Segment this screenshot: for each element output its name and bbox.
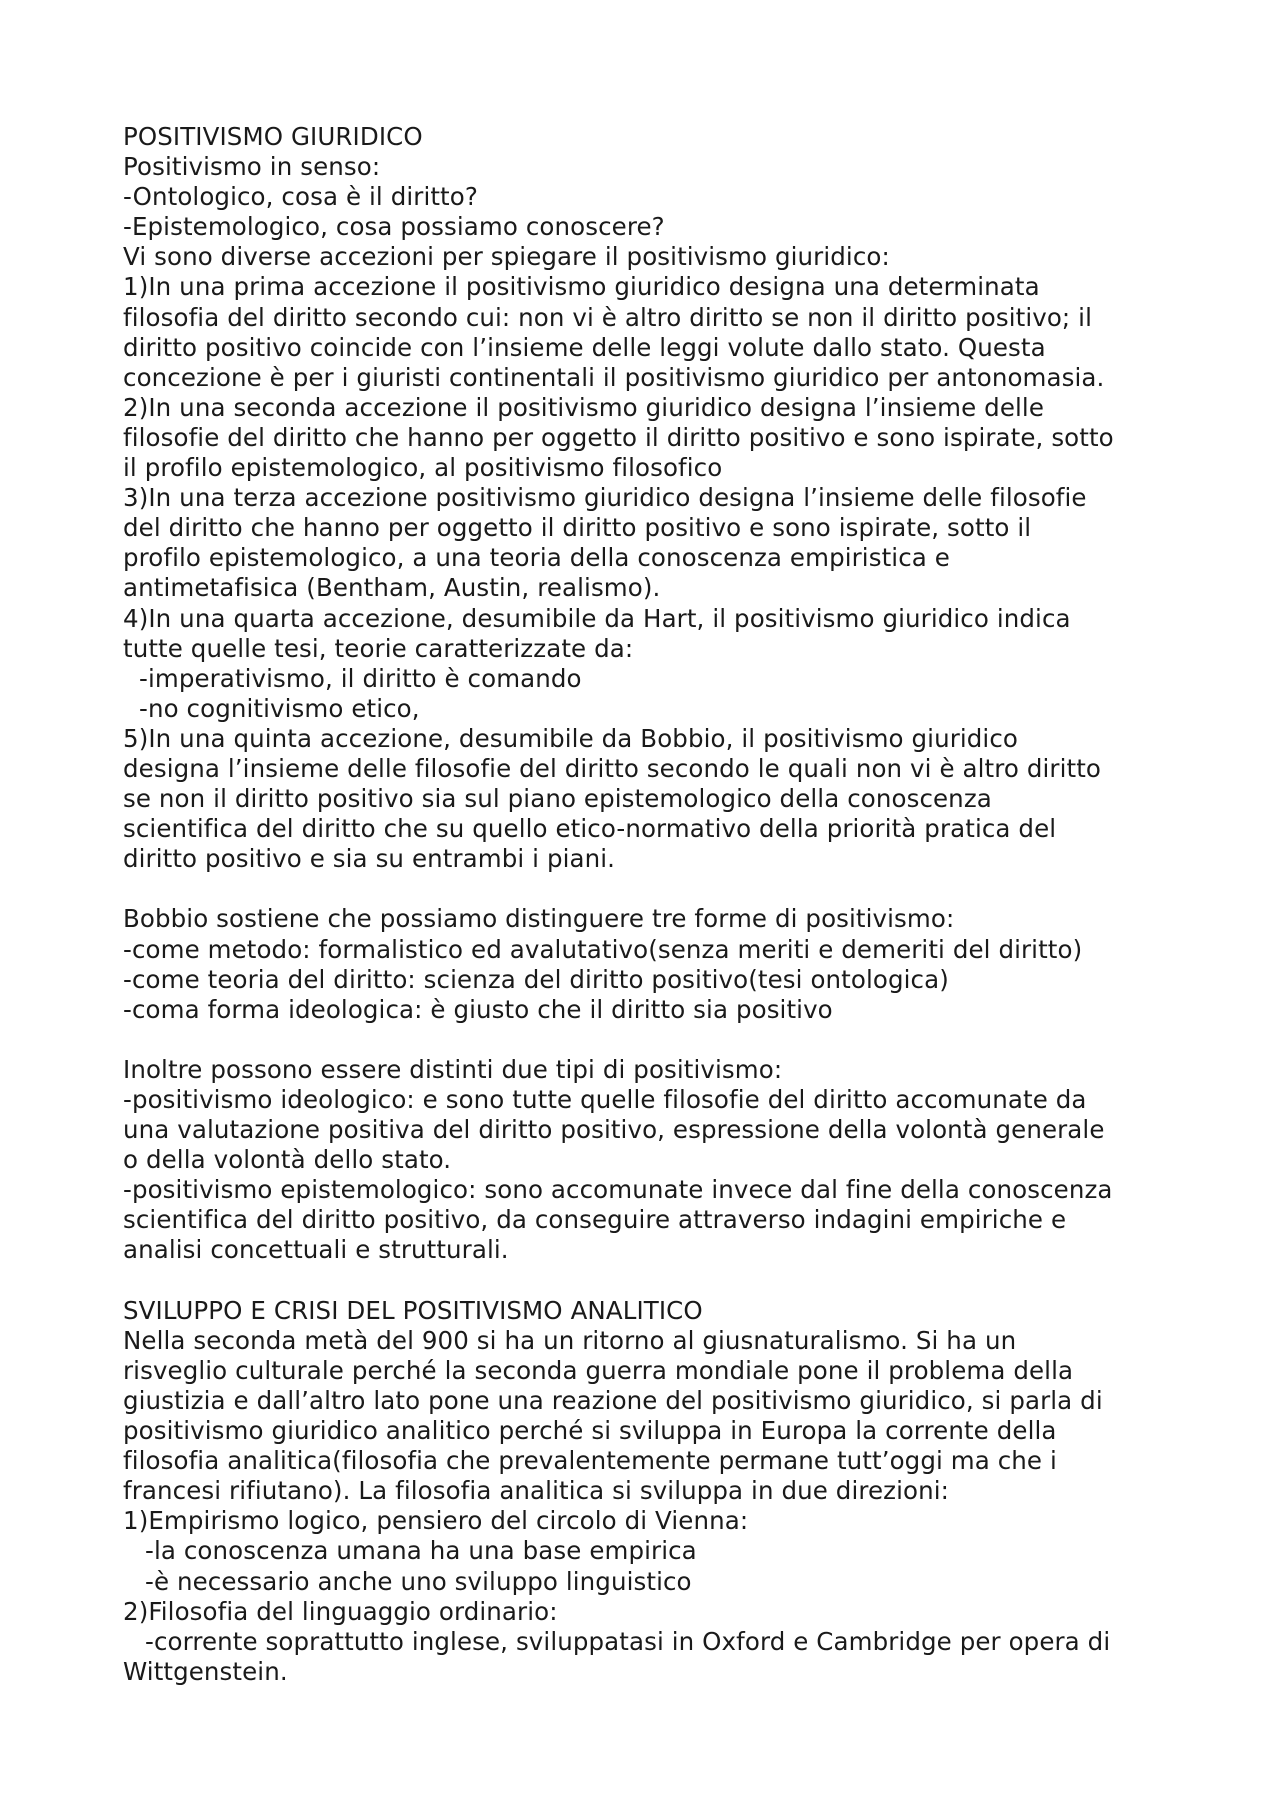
indented-text-line: -la conoscenza umana ha una base empirica bbox=[145, 1536, 697, 1566]
text-line: una valutazione positiva del diritto positivo, espressione della volontà generale bbox=[123, 1115, 1105, 1145]
indented-text-line: -no cognitivismo etico, bbox=[139, 693, 420, 723]
text-line: filosofia del diritto secondo cui: non vi è altro diritto se non il diritto positivo; il bbox=[123, 302, 1092, 332]
text-line: Wittgenstein. bbox=[123, 1656, 288, 1686]
indented-text-line: -è necessario anche uno sviluppo linguistico bbox=[145, 1566, 692, 1596]
text-line: 3)In una terza accezione positivismo giuridico designa l’insieme delle filosofie bbox=[123, 483, 1087, 513]
text-line: Nella seconda metà del 900 si ha un ritorno al giusnaturalismo. Si ha un bbox=[123, 1325, 1017, 1355]
text-line: scientifica del diritto che su quello etico-normativo della priorità pratica del bbox=[123, 814, 1057, 844]
section-title-sviluppo-e-crisi: SVILUPPO E CRISI DEL POSITIVISMO ANALITICO bbox=[123, 1295, 703, 1325]
text-line: antimetafisica (Bentham, Austin, realismo). bbox=[123, 573, 661, 603]
paragraph-spacer bbox=[123, 1025, 1183, 1055]
indented-text-line: -imperativismo, il diritto è comando bbox=[139, 663, 582, 693]
text-line: -come metodo: formalistico ed avalutativo(senza meriti e demeriti del diritto) bbox=[123, 934, 1083, 964]
text-line: 2)Filosofia del linguaggio ordinario: bbox=[123, 1596, 558, 1626]
text-line: 4)In una quarta accezione, desumibile da Hart, il positivismo giuridico indica bbox=[123, 603, 1071, 633]
text-line: Bobbio sostiene che possiamo distinguere tre forme di positivismo: bbox=[123, 904, 955, 934]
text-line: del diritto che hanno per oggetto il diritto positivo e sono ispirate, sotto il bbox=[123, 513, 1032, 543]
text-line: o della volontà dello stato. bbox=[123, 1145, 452, 1175]
text-line: diritto positivo coincide con l’insieme delle leggi volute dallo stato. Questa bbox=[123, 332, 1046, 362]
document-body bbox=[123, 122, 1183, 1687]
text-line: concezione è per i giuristi continentali il positivismo giuridico per antonomasia. bbox=[123, 362, 1105, 392]
text-line: profilo epistemologico, a una teoria della conoscenza empiristica e bbox=[123, 543, 950, 573]
text-line: -coma forma ideologica: è giusto che il diritto sia positivo bbox=[123, 994, 833, 1024]
text-line: -come teoria del diritto: scienza del diritto positivo(tesi ontologica) bbox=[123, 964, 949, 994]
text-line: -Ontologico, cosa è il diritto? bbox=[123, 182, 478, 212]
text-line: Positivismo in senso: bbox=[123, 152, 381, 182]
text-line: risveglio culturale perché la seconda guerra mondiale pone il problema della bbox=[123, 1355, 1074, 1385]
paragraph-spacer bbox=[123, 1266, 1183, 1296]
text-line: il profilo epistemologico, al positivismo filosofico bbox=[123, 453, 723, 483]
text-line: filosofie del diritto che hanno per oggetto il diritto positivo e sono ispirate, sotto bbox=[123, 422, 1114, 452]
text-line: francesi rifiutano). La filosofia analitica si sviluppa in due direzioni: bbox=[123, 1476, 950, 1506]
text-line: Inoltre possono essere distinti due tipi di positivismo: bbox=[123, 1054, 783, 1084]
text-line: 1)In una prima accezione il positivismo giuridico designa una determinata bbox=[123, 272, 1040, 302]
text-line: -Epistemologico, cosa possiamo conoscere? bbox=[123, 212, 665, 242]
text-line: diritto positivo e sia su entrambi i piani. bbox=[123, 844, 616, 874]
text-line: positivismo giuridico analitico perché si sviluppa in Europa la corrente della bbox=[123, 1416, 1057, 1446]
paragraph-spacer bbox=[123, 874, 1183, 904]
text-line: filosofia analitica(filosofia che prevalentemente permane tutt’oggi ma che i bbox=[123, 1446, 1057, 1476]
text-line: -positivismo epistemologico: sono accomunate invece dal fine della conoscenza bbox=[123, 1175, 1113, 1205]
text-line: 2)In una seconda accezione il positivismo giuridico designa l’insieme delle bbox=[123, 392, 1044, 422]
text-line: analisi concettuali e strutturali. bbox=[123, 1235, 509, 1265]
text-line: tutte quelle tesi, teorie caratterizzate da: bbox=[123, 633, 634, 663]
section-title-positivismo-giuridico: POSITIVISMO GIURIDICO bbox=[123, 122, 423, 151]
indented-text-line: -corrente soprattutto inglese, sviluppatasi in Oxford e Cambridge per opera di bbox=[145, 1626, 1111, 1656]
text-line: -positivismo ideologico: e sono tutte quelle filosofie del diritto accomunate da bbox=[123, 1085, 1087, 1114]
text-line: Vi sono diverse accezioni per spiegare il positivismo giuridico: bbox=[123, 242, 890, 272]
text-line: se non il diritto positivo sia sul piano epistemologico della conoscenza bbox=[123, 784, 992, 814]
text-line: scientifica del diritto positivo, da conseguire attraverso indagini empiriche e bbox=[123, 1205, 1067, 1235]
text-line: designa l’insieme delle filosofie del diritto secondo le quali non vi è altro diritto bbox=[123, 753, 1101, 783]
text-line: giustizia e dall’altro lato pone una reazione del positivismo giuridico, si parla di bbox=[123, 1385, 1103, 1415]
text-line: 5)In una quinta accezione, desumibile da Bobbio, il positivismo giuridico bbox=[123, 723, 1018, 753]
text-line: 1)Empirismo logico, pensiero del circolo di Vienna: bbox=[123, 1506, 749, 1536]
